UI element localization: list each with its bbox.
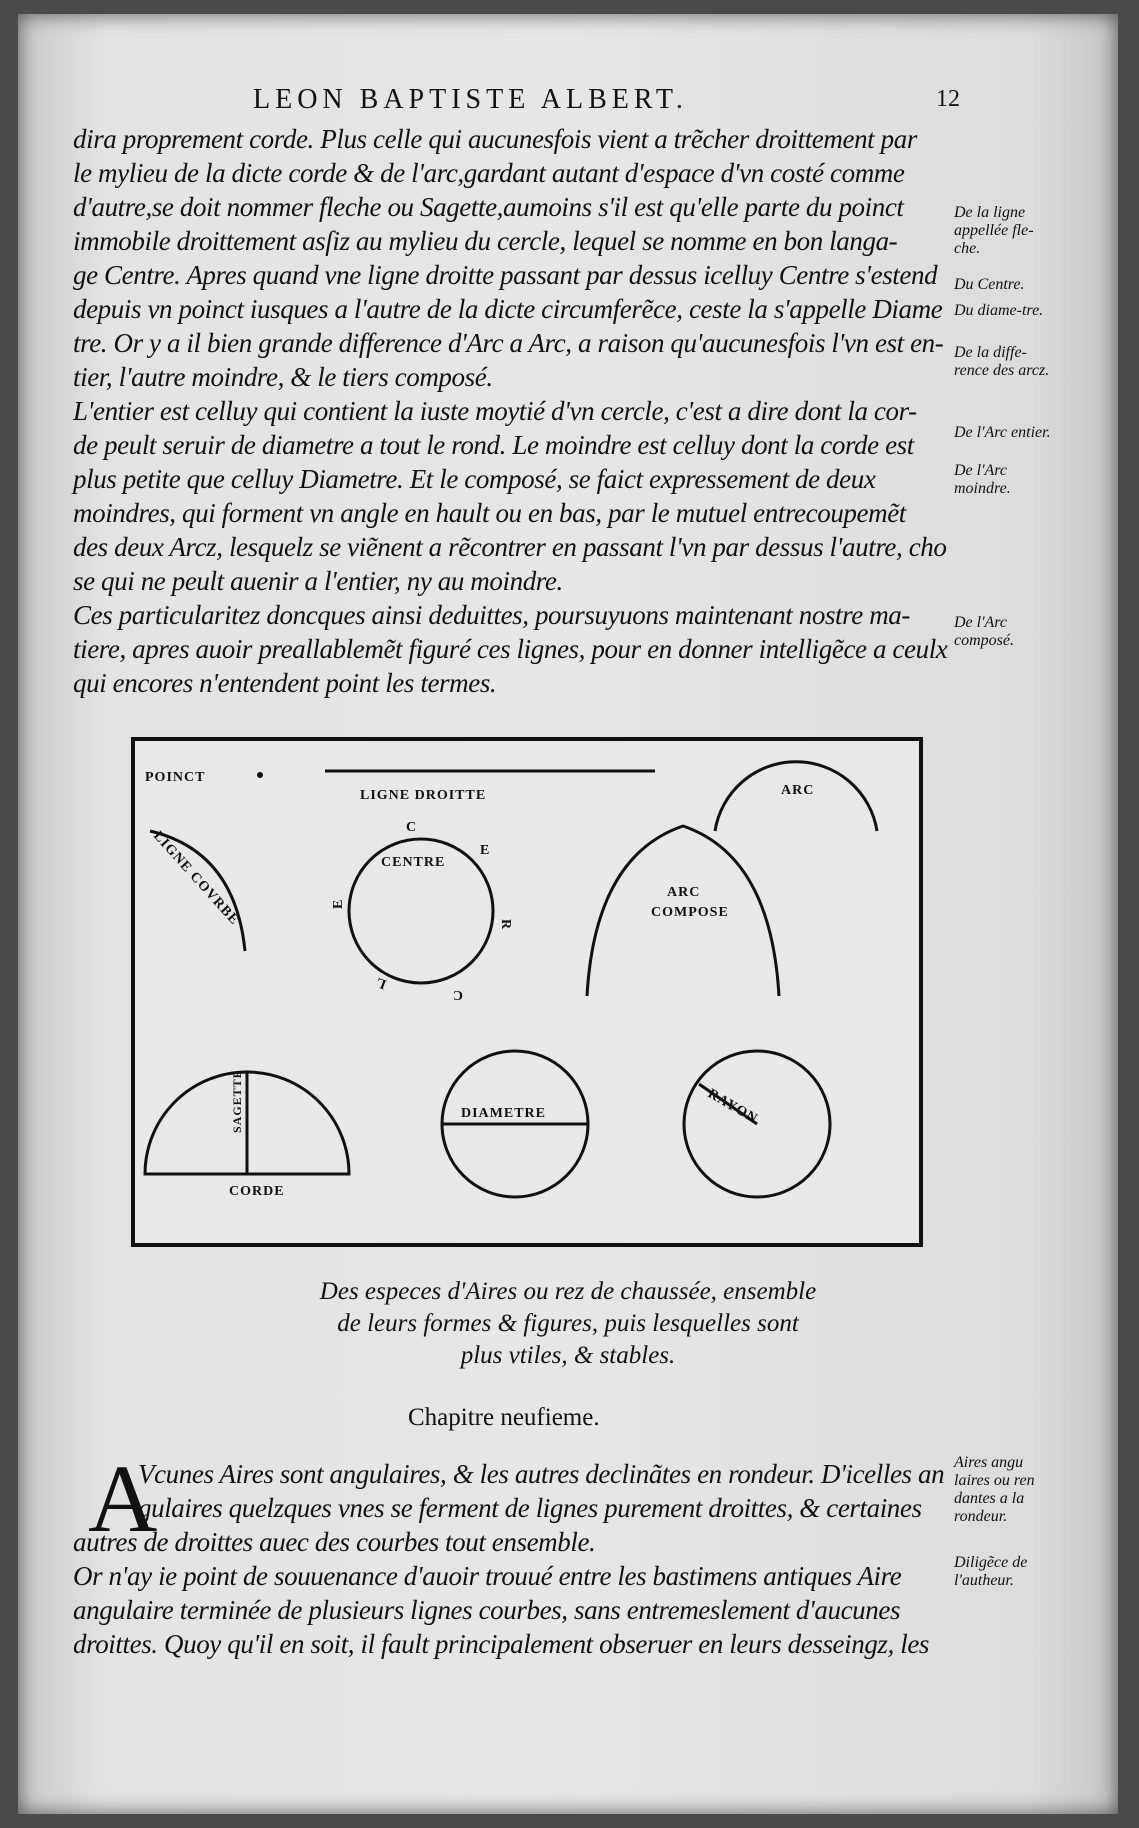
label-arc-compose-1: ARC bbox=[667, 885, 701, 900]
margin-note: De la diffe-rence des arcz. bbox=[954, 344, 1050, 379]
body-text-top bbox=[73, 122, 953, 700]
margin-note: De l'Arc moindre. bbox=[954, 462, 1011, 497]
circle-letter: E bbox=[331, 898, 346, 909]
body-text-bottom-first bbox=[138, 1457, 958, 1525]
caption-line: plus vtiles, & stables. bbox=[460, 1342, 676, 1369]
label-poinct: POINCT bbox=[145, 770, 206, 785]
text-line: Vcunes Aires sont angulaires, & les autres declinãtes en rondeur. D'icelles an bbox=[138, 1459, 945, 1489]
text-line: Ces particularitez doncques ainsi deduittes, poursuyuons maintenant nostre ma- bbox=[73, 600, 910, 630]
text-line: moindres, qui forment vn angle en hault ou en bas, par le mutuel entrecoupemẽt bbox=[73, 498, 906, 528]
circle-letter: C bbox=[406, 820, 418, 835]
label-diametre: DIAMETRE bbox=[461, 1106, 547, 1121]
label-centre: CENTRE bbox=[381, 855, 446, 870]
text-line: tre. Or y a il bien grande difference d'Arc a Arc, a raison qu'aucunesfois l'vn est en- bbox=[73, 328, 944, 358]
chapter-title: Chapitre neufieme. bbox=[408, 1404, 600, 1431]
text-line: ge Centre. Apres quand vne ligne droitte passant par dessus icelluy Centre s'estend bbox=[73, 260, 938, 290]
margin-note: Aires angu laires ou ren dantes a la rondeur. bbox=[954, 1454, 1035, 1525]
text-line: des deux Arcz, lesquelz se viẽnent a rẽcontrer en passant l'vn par dessus l'autre, cho bbox=[73, 532, 947, 562]
figure-drawing bbox=[135, 741, 919, 1243]
page-number: 12 bbox=[936, 86, 960, 112]
book-page bbox=[18, 14, 1118, 1814]
text-line: de peult seruir de diametre a tout le rond. Le moindre est celluy dont la corde est bbox=[73, 430, 914, 460]
text-line: angulaire terminée de plusieurs lignes courbes, sans entremeslement d'aucunes bbox=[73, 1595, 901, 1625]
running-head: LEON BAPTISTE ALBERT. bbox=[253, 84, 688, 115]
text-line: qui encores n'entendent point les termes. bbox=[73, 668, 497, 698]
caption-line: de leurs formes & figures, puis lesquelles sont bbox=[337, 1310, 799, 1337]
label-ligne-droitte: LIGNE DROITTE bbox=[360, 788, 487, 803]
text-line: L'entier est celluy qui contient la iuste moytié d'vn cercle, c'est a dire dont la cor- bbox=[73, 396, 917, 426]
margin-note: De l'Arc composé. bbox=[954, 614, 1014, 649]
label-arc: ARC bbox=[781, 783, 815, 798]
circle-letter: E bbox=[480, 843, 491, 858]
text-line: immobile droittement asſiz au mylieu du cercle, lequel se nomme en bon langa- bbox=[73, 226, 898, 256]
text-line: autres de droittes auec des courbes tout ensemble. bbox=[73, 1527, 596, 1557]
point-dot bbox=[257, 772, 263, 778]
text-line: droittes. Quoy qu'il en soit, il fault principalement obseruer en leurs desseingz, les bbox=[73, 1629, 930, 1659]
text-line: tier, l'autre moindre, & le tiers composé. bbox=[73, 362, 493, 392]
text-line: le mylieu de la dicte corde & de l'arc,gardant autant d'espace d'vn costé comme bbox=[73, 158, 905, 188]
body-text-bottom bbox=[73, 1525, 953, 1661]
geometry-figure bbox=[131, 737, 923, 1247]
label-rayon: RAYON bbox=[705, 1086, 761, 1127]
margin-note: Du Centre. bbox=[954, 276, 1025, 293]
text-line: tiere, apres auoir preallablemẽt figuré ces lignes, pour en donner intelligẽce a ceulx bbox=[73, 634, 948, 664]
drop-cap: A bbox=[88, 1445, 158, 1552]
label-corde: CORDE bbox=[229, 1184, 285, 1199]
label-sagette: SAGETTE bbox=[230, 1069, 244, 1133]
circle-letter: L bbox=[373, 973, 389, 992]
text-line: plus petite que celluy Diametre. Et le composé, se faict expressement de deux bbox=[73, 464, 876, 494]
text-line: depuis vn poinct iusques a l'autre de la dicte circumferẽce, ceste la s'appelle Diame bbox=[73, 294, 943, 324]
label-ligne-courbe: LIGNE COVRBE bbox=[150, 828, 242, 929]
circle-letter: R bbox=[498, 919, 513, 931]
text-line: d'autre,se doit nommer fleche ou Sagette,aumoins s'il est qu'elle parte du poinct bbox=[73, 192, 904, 222]
margin-note: Diligẽce de l'autheur. bbox=[954, 1554, 1028, 1589]
figure-caption bbox=[258, 1276, 878, 1372]
margin-note: Du diame-tre. bbox=[954, 302, 1044, 319]
text-line: dira proprement corde. Plus celle qui aucunesfois vient a trẽcher droittement par bbox=[73, 124, 917, 154]
text-line: se qui ne peult auenir a l'entier, ny au moindre. bbox=[73, 566, 563, 596]
text-line: gulaires quelzques vnes se ferment de lignes purement droittes, & certaines bbox=[138, 1493, 922, 1523]
text-line: Or n'ay ie point de souuenance d'auoir trouué entre les bastimens antiques Aire bbox=[73, 1561, 902, 1591]
margin-note: De la ligne appellée fle-che. bbox=[954, 204, 1034, 257]
margin-note: De l'Arc entier. bbox=[954, 424, 1051, 441]
label-arc-compose-2: COMPOSE bbox=[651, 905, 729, 920]
caption-line: Des especes d'Aires ou rez de chaussée, ensemble bbox=[319, 1278, 817, 1305]
circle-letter: C bbox=[451, 987, 463, 1002]
